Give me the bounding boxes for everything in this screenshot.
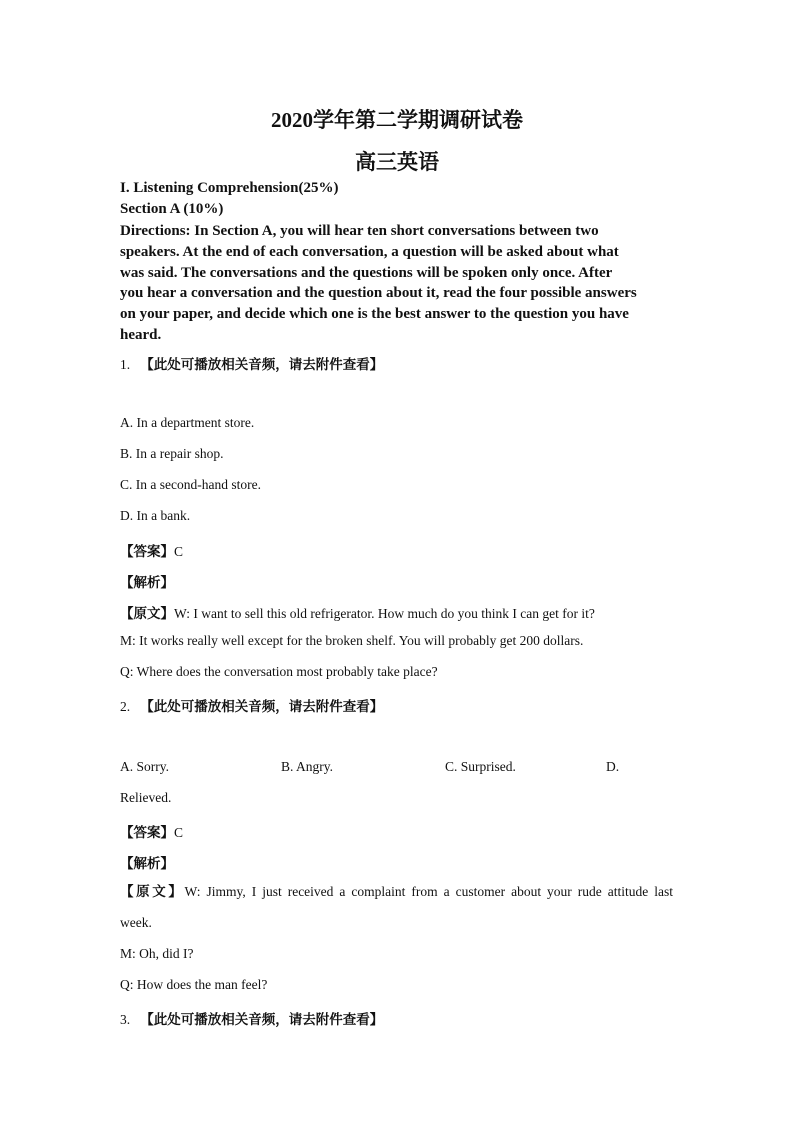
answer-label: 【答案】 [120,825,174,840]
option-d-text: Relieved. [120,790,172,805]
option-d: D. In a bank. [120,508,191,523]
audio-note: 【此处可播放相关音频，请去附件查看】 [140,357,384,372]
question-2-audio [120,695,383,715]
option-b: B. Angry. [281,759,334,774]
question-number: 3. [120,1012,131,1027]
script-label: 【原文】 [120,606,174,621]
directions-line: Directions: In Section A, you will hear ten short conversations between two [120,223,599,239]
answer-value: C [174,825,184,840]
script-line: Q: How does the man feel? [120,977,268,992]
audio-note: 【此处可播放相关音频，请去附件查看】 [140,699,384,714]
section-heading: Section A (10%) [120,201,224,217]
script-text: W: Jimmy, I just received a complaint from a customer about your rude attitude last [184,884,674,899]
audio-note: 【此处可播放相关音频，请去附件查看】 [140,1012,384,1027]
directions-line: you hear a conversation and the question about it, read the four possible answers [120,285,637,302]
answer-label: 【答案】 [120,544,174,559]
question-1-audio [120,353,383,373]
directions-line: heard. [120,326,162,343]
script-line: M: It works really well except for the broken shelf. You will probably get 200 dollars. [120,633,584,648]
script-line [120,876,673,907]
option-a: A. Sorry. [120,759,169,774]
option-c: C. In a second-hand store. [120,477,261,492]
part-heading: I. Listening Comprehension(25%) [120,180,339,196]
option-d: D. [606,759,620,774]
script-line: M: Oh, did I? [120,946,194,961]
option-b: B. In a repair shop. [120,446,224,461]
analysis-label: 【解析】 [120,856,174,871]
question-number: 2. [120,699,131,714]
question-number: 1. [120,357,131,372]
directions-block [120,221,672,346]
script-line: Q: Where does the conversation most probably take place? [120,664,438,679]
exam-subject: 高三英语 [355,150,439,174]
directions-line: on your paper, and decide which one is the best answer to the question you have [120,306,629,323]
answer-value: C [174,544,184,559]
option-a: A. In a department store. [120,415,255,430]
script-line: week. [120,915,152,930]
directions-line: speakers. At the end of each conversation, a question will be asked about what [120,243,619,260]
option-c: C. Surprised. [445,759,516,774]
analysis-label: 【解析】 [120,575,174,590]
exam-title: 2020学年第二学期调研试卷 [271,108,523,132]
answer-line [120,540,183,560]
directions-line: was said. The conversations and the questions will be spoken only once. After [120,264,613,281]
answer-line [120,821,183,841]
script-text: W: I want to sell this old refrigerator. How much do you think I can get for it? [174,606,595,621]
script-label: 【原文】 [120,884,185,899]
question-3-audio [120,1008,383,1028]
script-line [120,602,595,622]
